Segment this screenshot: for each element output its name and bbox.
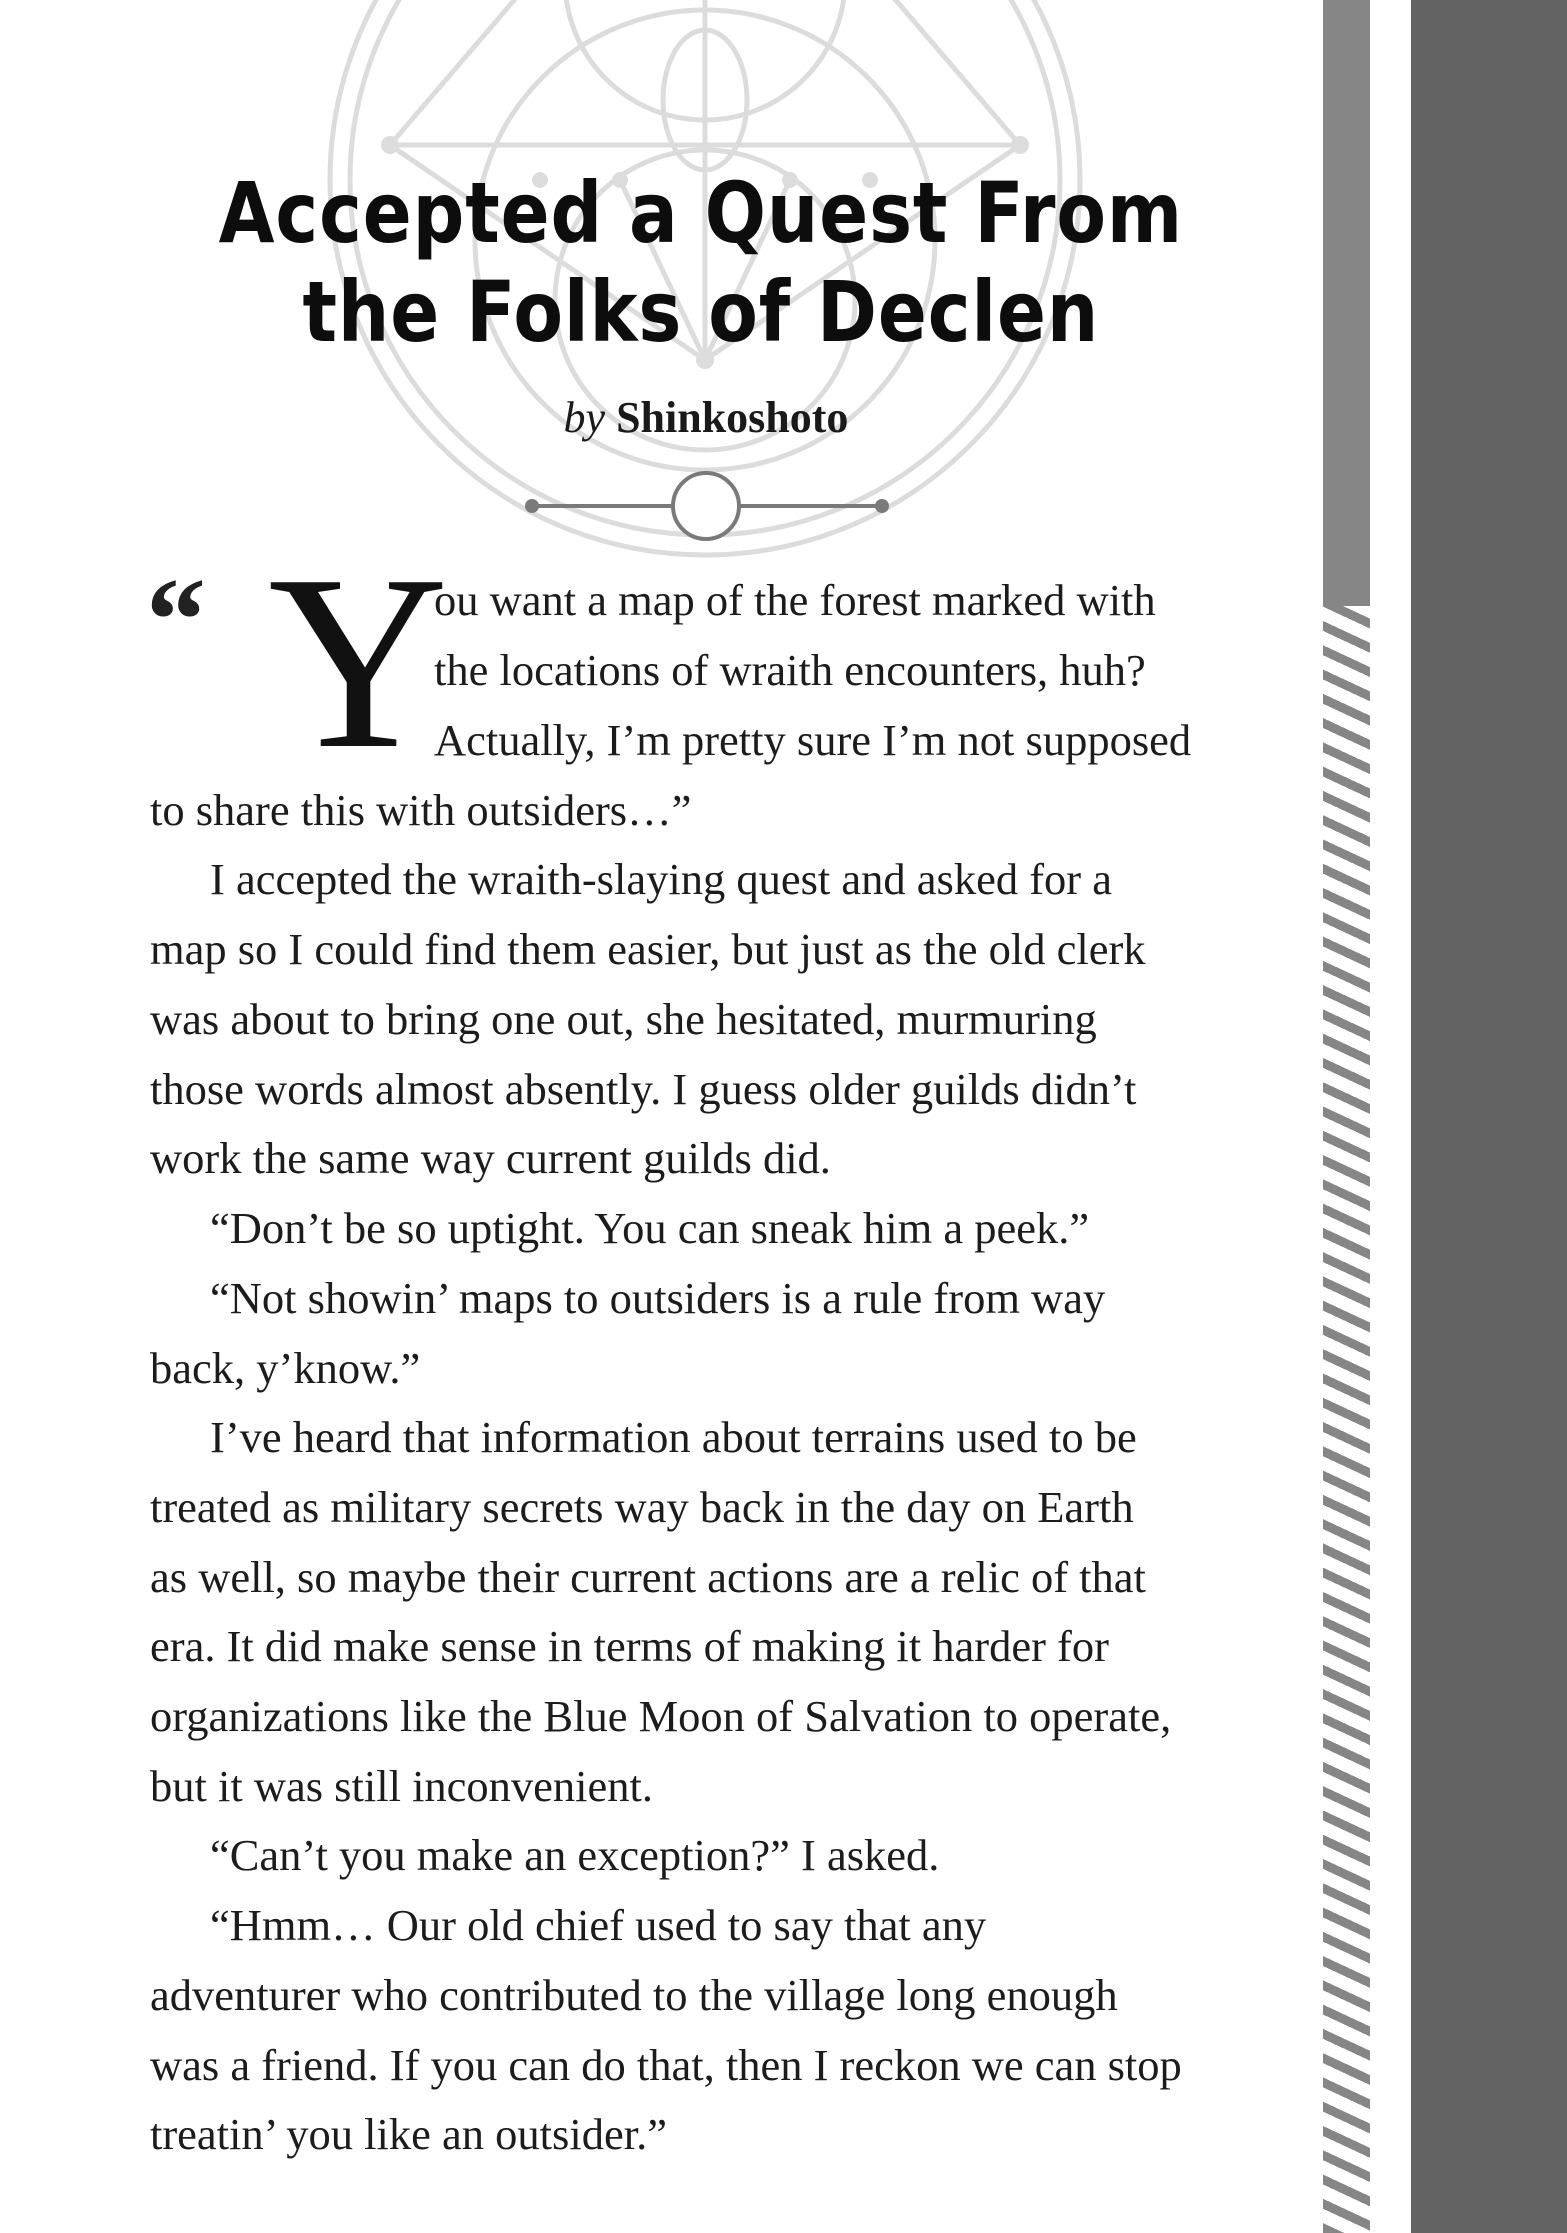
text-line: those words almost absently. I guess older guilds didn’t: [150, 1064, 1137, 1114]
sidebar-stripes: [1323, 606, 1370, 2233]
text-line: to share this with outsiders…”: [150, 785, 692, 835]
text-line: organizations like the Blue Moon of Salvation to operate,: [150, 1691, 1172, 1741]
text-line: treatin’ you like an outsider.”: [150, 2109, 667, 2159]
opening-quote: “: [146, 553, 206, 686]
text-line: I’ve heard that information about terrains used to be: [210, 1412, 1137, 1462]
text-line: I accepted the wraith-slaying quest and asked for a: [210, 854, 1112, 904]
chapter-title-line-2: the Folks of Declen: [302, 263, 1100, 361]
text-line: was a friend. If you can do that, then I reckon we can stop: [150, 2040, 1182, 2090]
text-line: ou want a map of the forest marked with: [434, 575, 1156, 625]
text-line: “Hmm… Our old chief used to say that any: [210, 1900, 987, 1950]
text-line: map so I could find them easier, but just as the old clerk: [150, 924, 1146, 974]
text-line: “Not showin’ maps to outsiders is a rule from way: [210, 1273, 1106, 1323]
byline-by: by: [563, 393, 606, 442]
text-line: the locations of wraith encounters, huh?: [434, 645, 1146, 695]
text-line: work the same way current guilds did.: [150, 1133, 831, 1183]
divider-ornament: [520, 470, 890, 544]
text-line: “Can’t you make an exception?” I asked.: [210, 1830, 940, 1880]
text-line: Actually, I’m pretty sure I’m not supposed: [434, 715, 1192, 765]
sidebar-bar-light: [1323, 0, 1370, 606]
text-line: treated as military secrets way back in the day on Earth: [150, 1482, 1134, 1532]
author-name: Shinkoshoto: [616, 393, 849, 442]
byline: [0, 392, 1412, 443]
text-line: back, y’know.”: [150, 1343, 421, 1393]
text-line: era. It did make sense in terms of making it harder for: [150, 1621, 1109, 1671]
text-line: “Don’t be so uptight. You can sneak him a peek.”: [210, 1203, 1090, 1253]
text-line: but it was still inconvenient.: [150, 1761, 654, 1811]
drop-cap: Y: [268, 524, 449, 801]
text-line: as well, so maybe their current actions are a relic of that: [150, 1552, 1146, 1602]
chapter-title-line-1: Accepted a Quest From: [218, 164, 1184, 262]
text-line: was about to bring one out, she hesitated, murmuring: [150, 994, 1097, 1044]
sidebar-bar-dark: [1411, 0, 1567, 2233]
text-line: adventurer who contributed to the village long enough: [150, 1970, 1118, 2020]
